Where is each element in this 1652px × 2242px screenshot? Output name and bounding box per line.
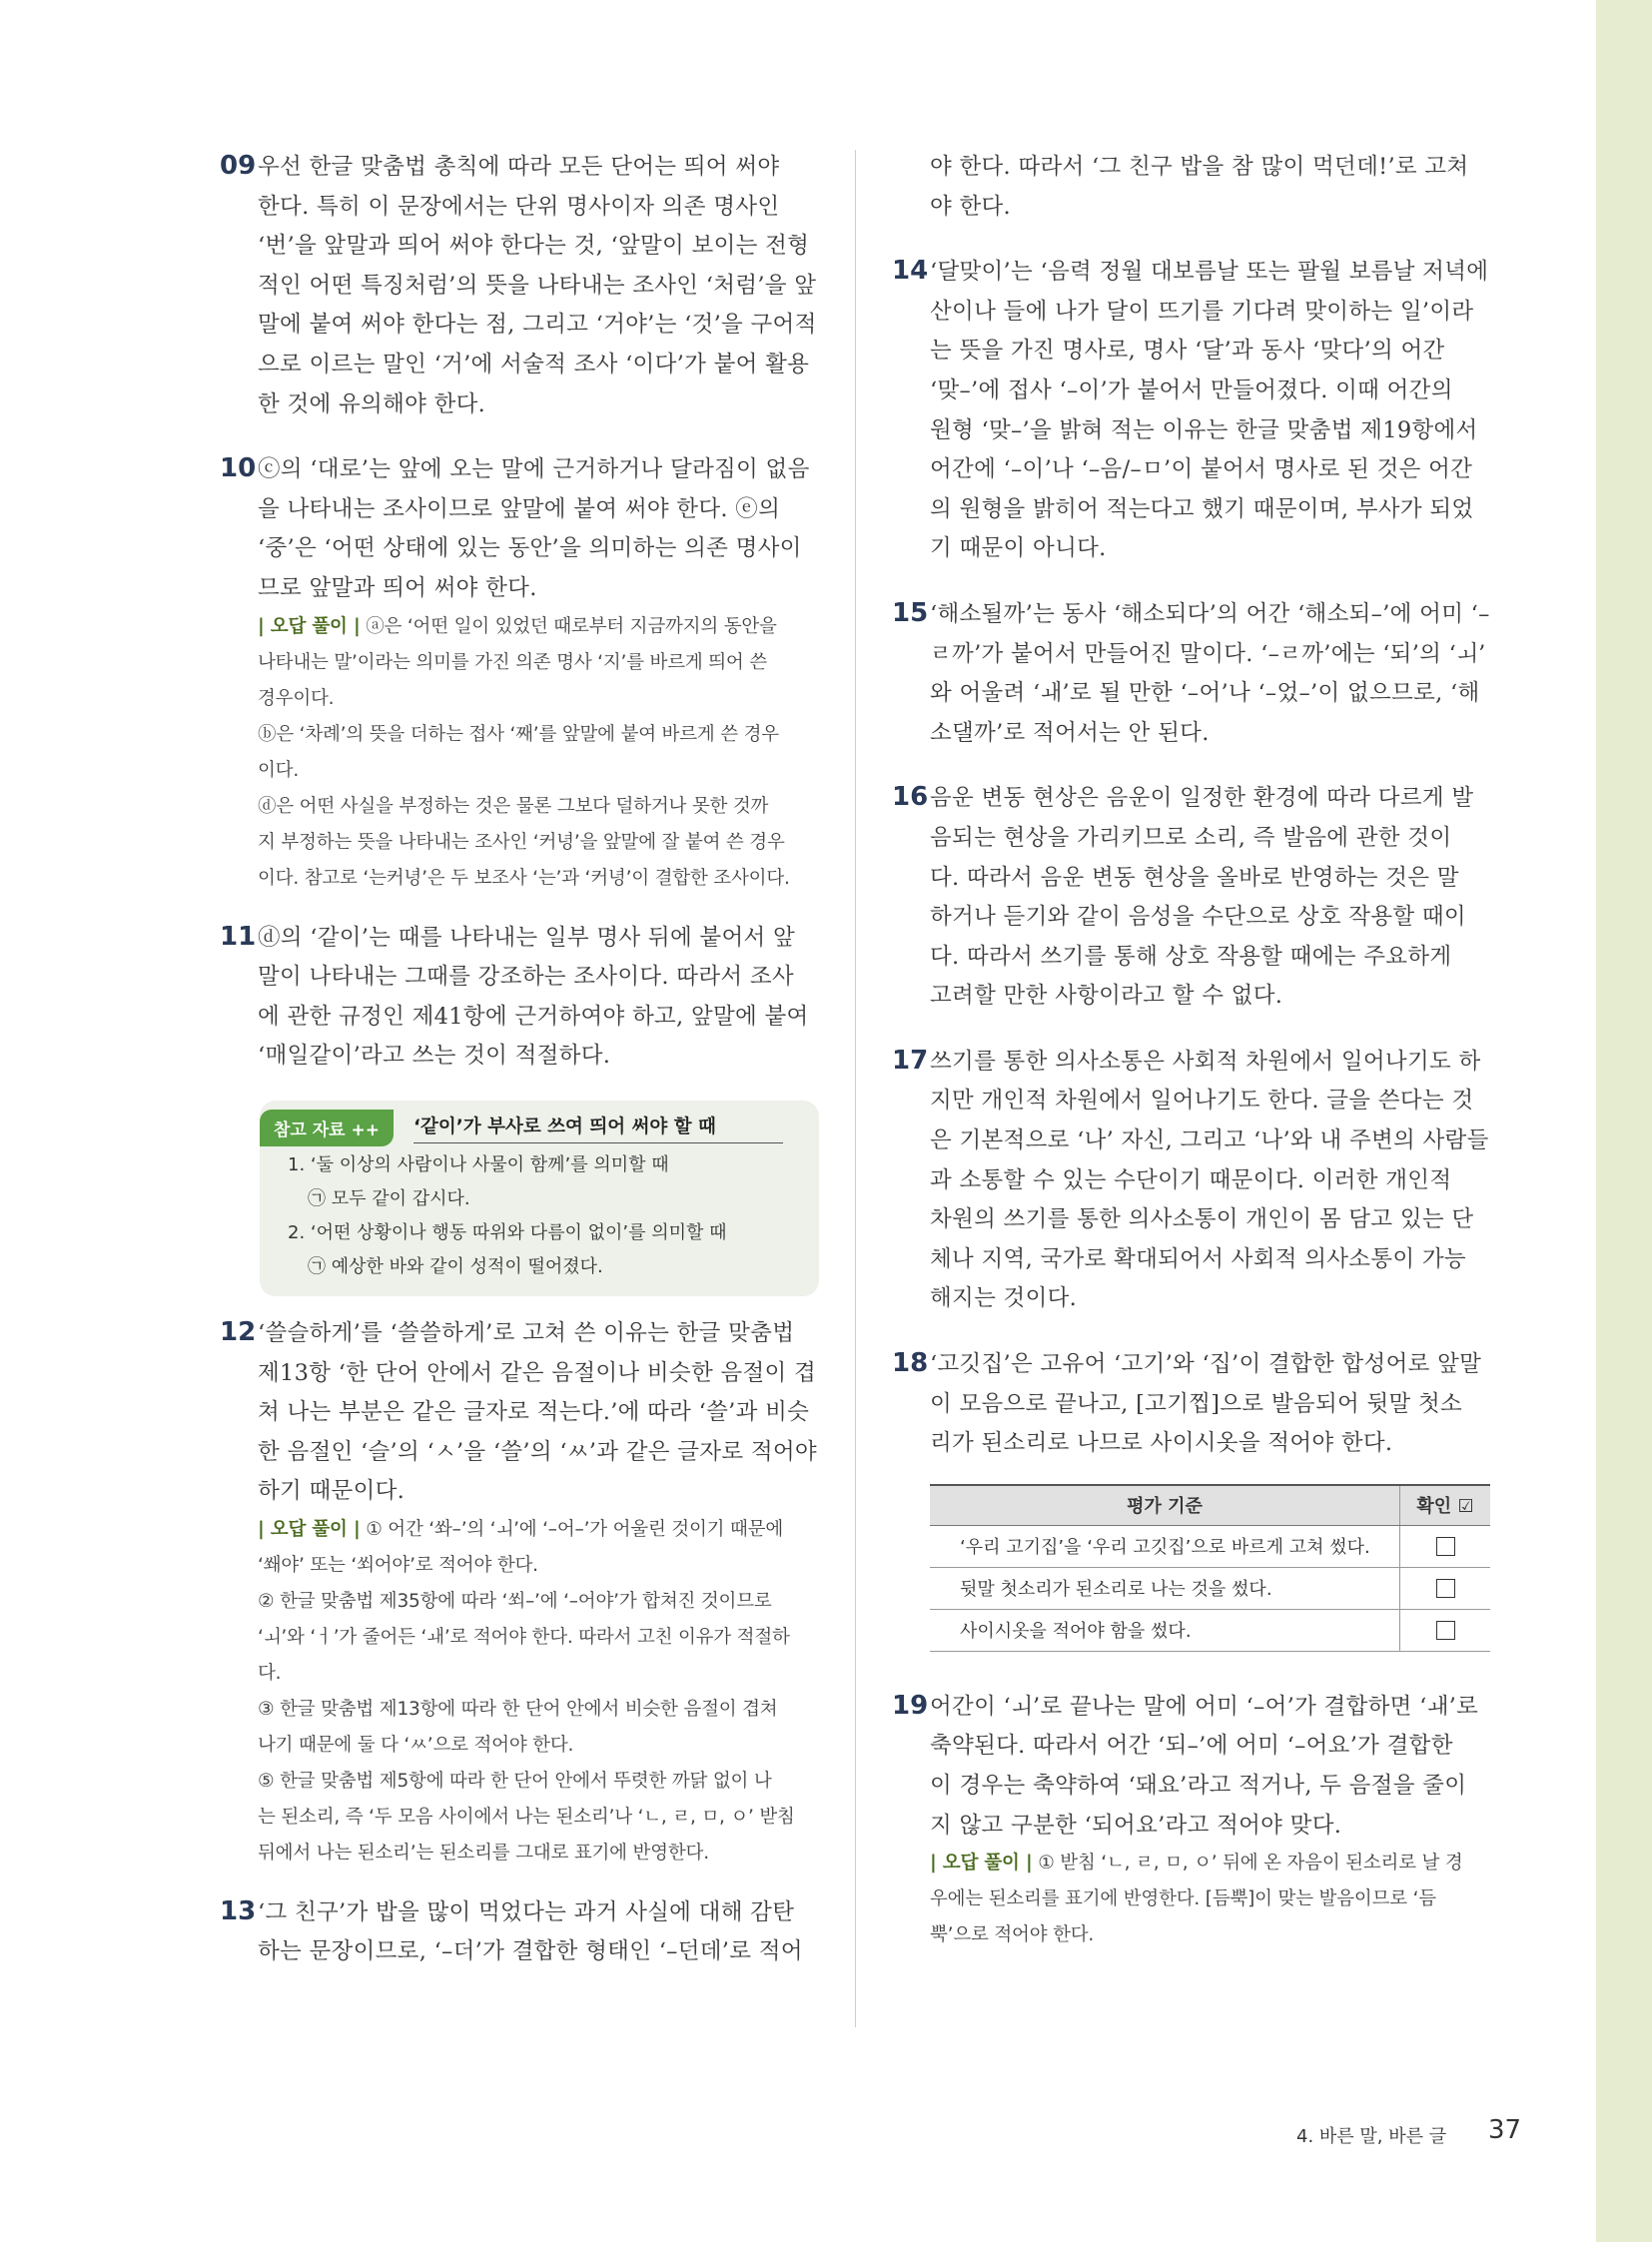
- chapter-footer: 4. 바른 말, 바른 글: [1296, 2126, 1447, 2147]
- text-line: ‘ㅚ’와 ‘ㅓ’가 줄어든 ‘ㅙ’로 적어야 한다. 따라서 고친 이유가 적절하: [258, 1626, 790, 1648]
- right-column: [892, 148, 1493, 1953]
- answer-text: [930, 595, 1493, 753]
- reference-box: [260, 1101, 819, 1296]
- text-line: 산이나 들에 나가 달이 뜨기를 기다려 맞이하는 일’이라: [930, 298, 1474, 325]
- table-row: [930, 1567, 1490, 1609]
- answer-text: [258, 148, 819, 424]
- text-line: 다. 따라서 음운 변동 현상을 올바로 반영하는 것은 말: [930, 864, 1459, 891]
- answer-text: [930, 148, 1493, 227]
- text-line: 축약된다. 따라서 어간 ‘되–’에 어미 ‘–어요’가 결합한: [930, 1733, 1453, 1760]
- text-line: 우에는 된소리를 표기에 반영한다. [듬뿍]이 맞는 발음이므로 ‘듬: [930, 1888, 1436, 1910]
- answer-18: [892, 1345, 1493, 1464]
- reference-line: 1. ‘둘 이상의 사람이나 사물이 함께’를 의미할 때: [288, 1153, 669, 1175]
- answer-text: [930, 779, 1493, 1017]
- text-line: 하는 문장이므로, ‘–더’가 결합한 형태인 ‘–던데’로 적어: [258, 1938, 803, 1965]
- reference-header: [274, 1109, 805, 1148]
- text-line: ‘번’을 앞말과 띄어 써야 한다는 것, ‘앞말이 보이는 전형: [258, 233, 810, 260]
- text-line: 쳐 나는 부분은 같은 글자로 적는다.’에 따라 ‘쓸’과 비슷: [258, 1399, 810, 1426]
- text-line: [258, 1512, 819, 1548]
- answer-text: [258, 919, 819, 1077]
- note-text: ① 받침 ‘ㄴ, ㄹ, ㅁ, ㅇ’ 뒤에 온 자음이 된소리로 날 경: [1038, 1853, 1463, 1874]
- text-line: 말에 붙여 써야 한다는 점, 그리고 ‘거야’는 ‘것’을 구어적: [258, 312, 817, 339]
- answer-text: [930, 1345, 1493, 1464]
- table-row: [930, 1525, 1490, 1567]
- text-line: 은 기본적으로 ‘나’ 자신, 그리고 ‘나’와 내 주변의 사람들: [930, 1127, 1489, 1154]
- answer-16: [892, 779, 1493, 1017]
- text-line: 을 나타내는 조사이므로 앞말에 붙여 써야 한다. ⓔ의: [258, 495, 781, 522]
- answer-text: [930, 1043, 1493, 1319]
- text-line: 야 한다.: [930, 193, 1012, 220]
- header-criteria: 평가 기준: [930, 1485, 1400, 1526]
- criteria-cell: 뒷말 첫소리가 된소리로 나는 것을 썼다.: [930, 1567, 1400, 1609]
- question-number: 09: [220, 151, 257, 181]
- text-line: ⓓ의 ‘같이’는 때를 나타내는 일부 명사 뒤에 붙어서 앞: [258, 924, 796, 951]
- answer-text: [930, 253, 1493, 569]
- text-line: 하거나 듣기와 같이 음성을 수단으로 상호 작용할 때이: [930, 904, 1466, 931]
- answer-11: [220, 919, 819, 1077]
- answer-text: [258, 450, 819, 608]
- question-number: 14: [892, 256, 929, 287]
- text-line: 해지는 것이다.: [930, 1285, 1078, 1312]
- table-header-row: [930, 1485, 1490, 1526]
- reference-example: ㉠ 모두 같이 갑시다.: [308, 1187, 470, 1209]
- answer-13-continued: [892, 148, 1493, 227]
- reference-list: [278, 1148, 805, 1284]
- text-line: ‘맞–’에 접사 ‘–이’가 붙어서 만들어졌다. 이때 어간의: [930, 376, 1453, 403]
- text-line: ‘그 친구’가 밥을 많이 먹었다는 과거 사실에 대해 감탄: [258, 1898, 795, 1925]
- text-line: 음되는 현상을 가리키므로 소리, 즉 발음에 관한 것이: [930, 824, 1452, 851]
- text-line: 는 된소리, 즉 ‘두 모음 사이에서 나는 된소리’나 ‘ㄴ, ㄹ, ㅁ, ㅇ’ 받침: [258, 1806, 795, 1828]
- side-margin-band: [1596, 0, 1652, 2242]
- text-line: 나타내는 말’이라는 의미를 가진 의존 명사 ‘지’를 바르게 띄어 쓴: [258, 651, 767, 673]
- text-line: 이 경우는 축약하여 ‘돼요’라고 적거나, 두 음절을 줄이: [930, 1773, 1467, 1799]
- checkbox[interactable]: [1436, 1621, 1455, 1640]
- question-number: 18: [892, 1348, 929, 1379]
- note-tag: | 오답 풀이 |: [258, 615, 361, 637]
- note-tag: | 오답 풀이 |: [930, 1853, 1033, 1874]
- note-text: ① 어간 ‘쏴–’의 ‘ㅚ’에 ‘–어–’가 어울린 것이기 때문에: [366, 1518, 784, 1540]
- text-line: ‘매일같이’라고 쓰는 것이 적절하다.: [258, 1043, 611, 1070]
- text-line: ‘쓸슬하게’를 ‘쓸쓸하게’로 고쳐 쓴 이유는 한글 맞춤법: [258, 1319, 795, 1346]
- checkbox[interactable]: [1436, 1579, 1455, 1598]
- check-cell: [1400, 1525, 1491, 1567]
- text-line: 다.: [258, 1662, 282, 1684]
- text-line: ‘중’은 ‘어떤 상태에 있는 동안’을 의미하는 의존 명사이: [258, 535, 802, 562]
- wrong-answer-note: [258, 1512, 819, 1871]
- text-line: ‘달맞이’는 ‘음력 정월 대보름날 또는 팔월 보름날 저녁에: [930, 259, 1489, 286]
- text-line: 원형 ‘맞–’을 밝혀 적는 이유는 한글 맞춤법 제19항에서: [930, 416, 1478, 443]
- text-line: 나기 때문에 둘 다 ‘ㅆ’으로 적어야 한다.: [258, 1734, 574, 1756]
- reference-badge: 참고 자료 ++: [260, 1110, 394, 1146]
- answer-text: [258, 1314, 819, 1512]
- answer-09: [220, 148, 819, 424]
- text-line: 적인 어떤 특징처럼’의 뜻을 나타내는 조사인 ‘처럼’을 앞: [258, 272, 817, 299]
- answer-text: [258, 1893, 819, 1972]
- text-line: ⑤ 한글 맞춤법 제5항에 따라 한 단어 안에서 뚜렷한 까닭 없이 나: [258, 1770, 772, 1792]
- reference-line: 2. ‘어떤 상황이나 행동 따위와 다름이 없이’를 의미할 때: [288, 1221, 727, 1243]
- text-line: 말이 나타내는 그때를 강조하는 조사이다. 따라서 조사: [258, 964, 794, 991]
- question-number: 11: [220, 921, 257, 952]
- header-check: 확인 ☑: [1400, 1485, 1491, 1526]
- text-line: 므로 앞말과 띄어 써야 한다.: [258, 574, 537, 601]
- check-cell: [1400, 1567, 1491, 1609]
- text-line: 에 관한 규정인 제41항에 근거하여야 하고, 앞말에 붙여: [258, 1003, 809, 1030]
- text-line: 이 모음으로 끝나고, [고기찝]으로 발음되어 뒷말 첫소: [930, 1390, 1463, 1417]
- text-line: 하기 때문이다.: [258, 1478, 406, 1505]
- answer-10: [220, 450, 819, 896]
- text-line: 이다.: [258, 759, 300, 781]
- text-line: 지만 개인적 차원에서 일어나기도 한다. 글을 쓴다는 것: [930, 1088, 1474, 1115]
- wrong-answer-note: [258, 609, 819, 897]
- text-line: 다. 따라서 쓰기를 통해 상호 작용할 때에는 주요하게: [930, 943, 1452, 970]
- text-line: 뒤에서 나는 된소리’는 된소리를 그대로 표기에 반영한다.: [258, 1842, 709, 1864]
- text-line: 한다. 특히 이 문장에서는 단위 명사이자 의존 명사인: [258, 193, 780, 220]
- criteria-cell: ‘우리 고기집’을 ‘우리 고깃집’으로 바르게 고쳐 썼다.: [930, 1525, 1400, 1567]
- wrong-answer-note: [930, 1846, 1493, 1953]
- answer-17: [892, 1043, 1493, 1319]
- text-line: 의 원형을 밝히어 적는다고 했기 때문이며, 부사가 되었: [930, 495, 1474, 522]
- text-line: 한 음절인 ‘슬’의 ‘ㅅ’을 ‘쓸’의 ‘ㅆ’과 같은 글자로 적어야: [258, 1438, 817, 1465]
- table-row: [930, 1609, 1490, 1651]
- question-number: 19: [892, 1690, 929, 1721]
- text-line: 쓰기를 통한 의사소통은 사회적 차원에서 일어나기도 하: [930, 1048, 1481, 1075]
- text-line: 와 어울려 ‘ㅙ’로 될 만한 ‘–어’나 ‘–었–’이 없으므로, ‘해: [930, 680, 1480, 707]
- text-line: 우선 한글 맞춤법 총칙에 따라 모든 단어는 띄어 써야: [258, 154, 780, 180]
- text-line: 어간이 ‘ㅚ’로 끝나는 말에 어미 ‘–어’가 결합하면 ‘ㅙ’로: [930, 1693, 1479, 1720]
- text-line: 는 뜻을 가진 명사로, 명사 ‘달’과 동사 ‘맞다’의 어간: [930, 338, 1445, 365]
- text-line: 고려할 만한 사항이라고 할 수 없다.: [930, 983, 1283, 1010]
- text-line: 야 한다. 따라서 ‘그 친구 밥을 참 많이 먹던데!’로 고쳐: [930, 154, 1469, 180]
- evaluation-table: [930, 1484, 1490, 1652]
- text-line: 과 소통할 수 있는 수단이기 때문이다. 이러한 개인적: [930, 1166, 1452, 1193]
- text-line: ㄹ까’가 붙어서 만들어진 말이다. ‘–ㄹ까’에는 ‘되’의 ‘ㅚ’: [930, 640, 1486, 667]
- text-line: 체나 지역, 국가로 확대되어서 사회적 의사소통이 가능: [930, 1245, 1466, 1272]
- text-line: 이다. 참고로 ‘는커녕’은 두 보조사 ‘는’과 ‘커녕’이 결합한 조사이다.: [258, 867, 790, 889]
- checkbox[interactable]: [1436, 1537, 1455, 1556]
- column-divider: [855, 150, 856, 2027]
- reference-example: ㉠ 예상한 바와 같이 성적이 떨어졌다.: [308, 1255, 603, 1277]
- answer-14: [892, 253, 1493, 569]
- text-line: 경우이다.: [258, 687, 335, 709]
- text-line: 소댈까’로 적어서는 안 된다.: [930, 719, 1210, 746]
- text-line: 뿍’으로 적어야 한다.: [930, 1924, 1095, 1946]
- question-number: 10: [220, 453, 257, 484]
- answer-15: [892, 595, 1493, 753]
- text-line: [930, 1846, 1493, 1881]
- text-line: 어간에 ‘–이’나 ‘–음/–ㅁ’이 붙어서 명사로 된 것은 어간: [930, 456, 1473, 483]
- text-line: 제13항 ‘한 단어 안에서 같은 음절이나 비슷한 음절이 겹: [258, 1359, 817, 1386]
- question-number: 15: [892, 597, 929, 628]
- answer-13: [220, 1893, 819, 1972]
- text-line: ⓑ은 ‘차례’의 뜻을 더하는 접사 ‘째’를 앞말에 붙여 바르게 쓴 경우: [258, 723, 779, 745]
- reference-title: ‘같이’가 부사로 쓰여 띄어 써야 할 때: [413, 1113, 783, 1143]
- question-number: 13: [220, 1895, 257, 1926]
- text-line: 으로 이르는 말인 ‘거’에 서술적 조사 ‘이다’가 붙어 활용: [258, 351, 810, 377]
- question-number: 16: [892, 782, 929, 813]
- text-line: ‘해소될까’는 동사 ‘해소되다’의 어간 ‘해소되–’에 어미 ‘–: [930, 600, 1490, 627]
- left-column: [220, 148, 819, 1972]
- text-line: ‘고깃집’은 고유어 ‘고기’와 ‘집’이 결합한 합성어로 앞말: [930, 1351, 1482, 1378]
- text-line: 리가 된소리로 나므로 사이시옷을 적어야 한다.: [930, 1430, 1393, 1457]
- question-number: 12: [220, 1316, 257, 1347]
- note-tag: | 오답 풀이 |: [258, 1518, 361, 1540]
- answer-19: [892, 1688, 1493, 1953]
- text-line: 차원의 쓰기를 통한 의사소통이 개인이 몸 담고 있는 단: [930, 1206, 1474, 1233]
- text-line: 음운 변동 현상은 음운이 일정한 환경에 따라 다르게 발: [930, 785, 1474, 812]
- text-line: ⓓ은 어떤 사실을 부정하는 것은 물론 그보다 덜하거나 못한 것까: [258, 795, 769, 817]
- text-line: [258, 609, 819, 645]
- text-line: ⓒ의 ‘대로’는 앞에 오는 말에 근거하거나 달라짐이 없음: [258, 456, 810, 483]
- check-cell: [1400, 1609, 1491, 1651]
- answer-text: [930, 1688, 1493, 1846]
- text-line: ③ 한글 맞춤법 제13항에 따라 한 단어 안에서 비슷한 음절이 겹쳐: [258, 1698, 778, 1720]
- criteria-cell: 사이시옷을 적어야 함을 썼다.: [930, 1609, 1400, 1651]
- answer-12: [220, 1314, 819, 1871]
- text-line: ‘쐐야’ 또는 ‘쐬어야’로 적어야 한다.: [258, 1554, 538, 1576]
- text-line: 지 않고 구분한 ‘되어요’라고 적어야 맞다.: [930, 1812, 1342, 1839]
- question-number: 17: [892, 1045, 929, 1076]
- note-text: ⓐ은 ‘어떤 일이 있었던 때로부터 지금까지의 동안을: [366, 615, 777, 637]
- text-line: 한 것에 유의해야 한다.: [258, 390, 486, 417]
- text-line: 지 부정하는 뜻을 나타내는 조사인 ‘커녕’을 앞말에 잘 붙여 쓴 경우: [258, 831, 785, 853]
- text-line: ② 한글 맞춤법 제35항에 따라 ‘쐬–’에 ‘–어야’가 합쳐진 것이므로: [258, 1590, 772, 1612]
- page-number: 37: [1488, 2115, 1522, 2145]
- text-line: 기 때문이 아니다.: [930, 535, 1107, 562]
